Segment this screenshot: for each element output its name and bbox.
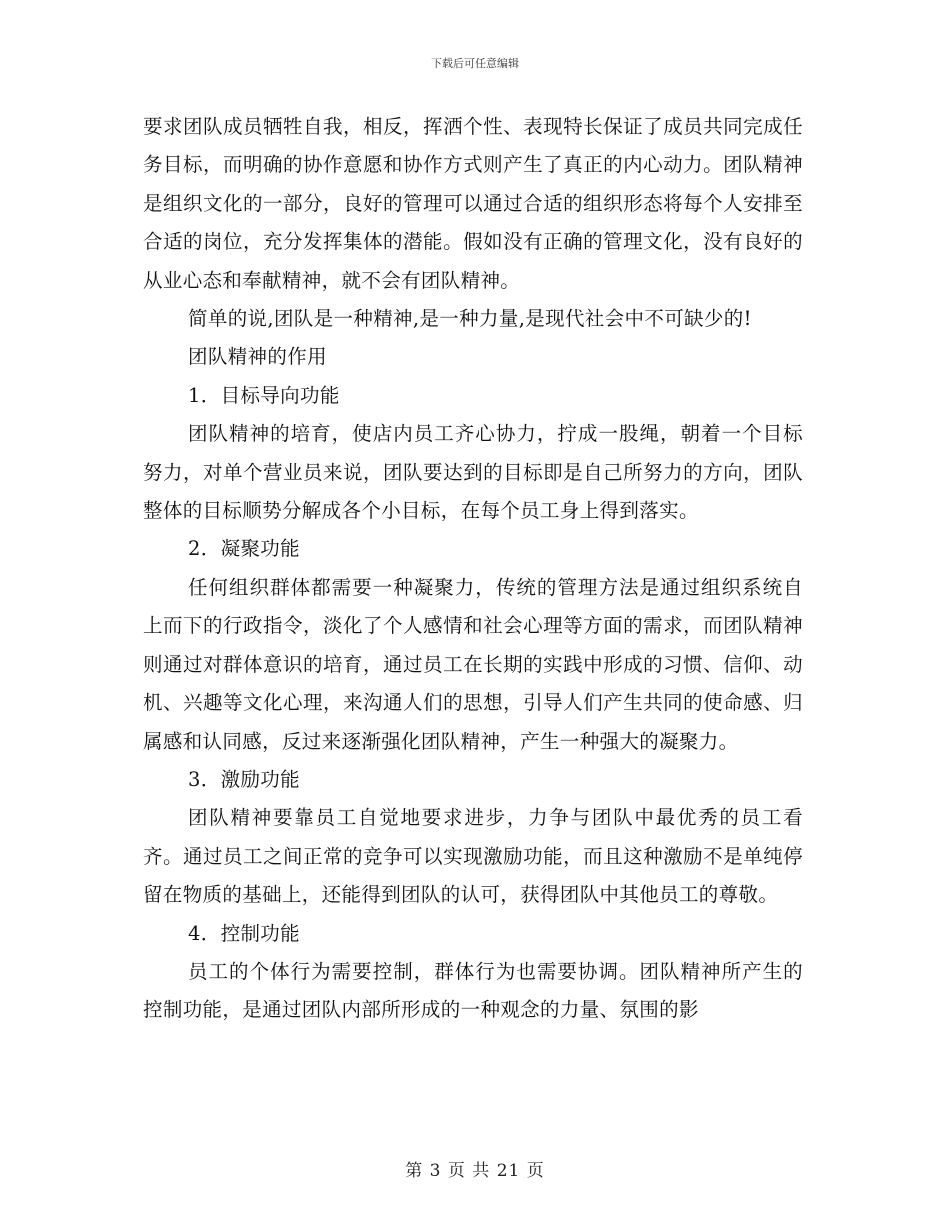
paragraph-motivation: 团队精神要靠员工自觉地要求进步，力争与团队中最优秀的员工看齐。通过员工之间正常的竞争可以实现激励功能，而且这种激励不是单纯停留在物质的基础上，还能得到团队的认可，获得团队中其他员工的尊敬。 [143,806,803,907]
subheading-goal-orientation: 1．目标导向功能 [188,383,340,407]
header-note: 下载后可任意编辑 [431,57,519,70]
subheading-cohesion: 2．凝聚功能 [188,537,301,561]
paragraph-goal-orientation: 团队精神的培育，使店内员工齐心协力，拧成一股绳，朝着一个目标努力，对单个营业员来说，团队要达到的目标即是自己所努力的方向，团队整体的目标顺势分解成各个小目标，在每个员工身上得到落实。 [143,422,803,523]
subheading-motivation: 3．激励功能 [188,767,301,791]
paragraph-control: 员工的个体行为需要控制，群体行为也需要协调。团队精神所产生的控制功能，是通过团队内部所形成的一种观念的力量、氛围的影 [143,959,803,1022]
paragraph-cohesion: 任何组织群体都需要一种凝聚力，传统的管理方法是通过组织系统自上而下的行政指令，淡化了个人感情和社会心理等方面的需求，而团队精神则通过对群体意识的培育，通过员工在长期的实践中形成的习惯、信仰、动机、兴趣等文化心理，来沟通人们的思想，引导人们产生共同的使命感、归属感和认同感，反过来逐渐强化团队精神，产生一种强大的凝聚力。 [143,575,803,753]
paragraph-summary: 简单的说,团队是一种精神,是一种力量,是现代社会中不可缺少的! [188,307,752,331]
paragraph-continued: 要求团队成员牺牲自我，相反，挥洒个性、表现特长保证了成员共同完成任务目标，而明确的协作意愿和协作方式则产生了真正的内心动力。团队精神是组织文化的一部分，良好的管理可以通过合适的组织形态将每个人安排至合适的岗位，充分发挥集体的潜能。假如没有正确的管理文化，没有良好的从业心态和奉献精神，就不会有团队精神。 [143,115,803,292]
body-text [143,108,803,1030]
subheading-control: 4．控制功能 [188,921,301,945]
page-number: 第 3 页 共 21 页 [405,1161,545,1181]
section-heading-role: 团队精神的作用 [188,345,327,369]
